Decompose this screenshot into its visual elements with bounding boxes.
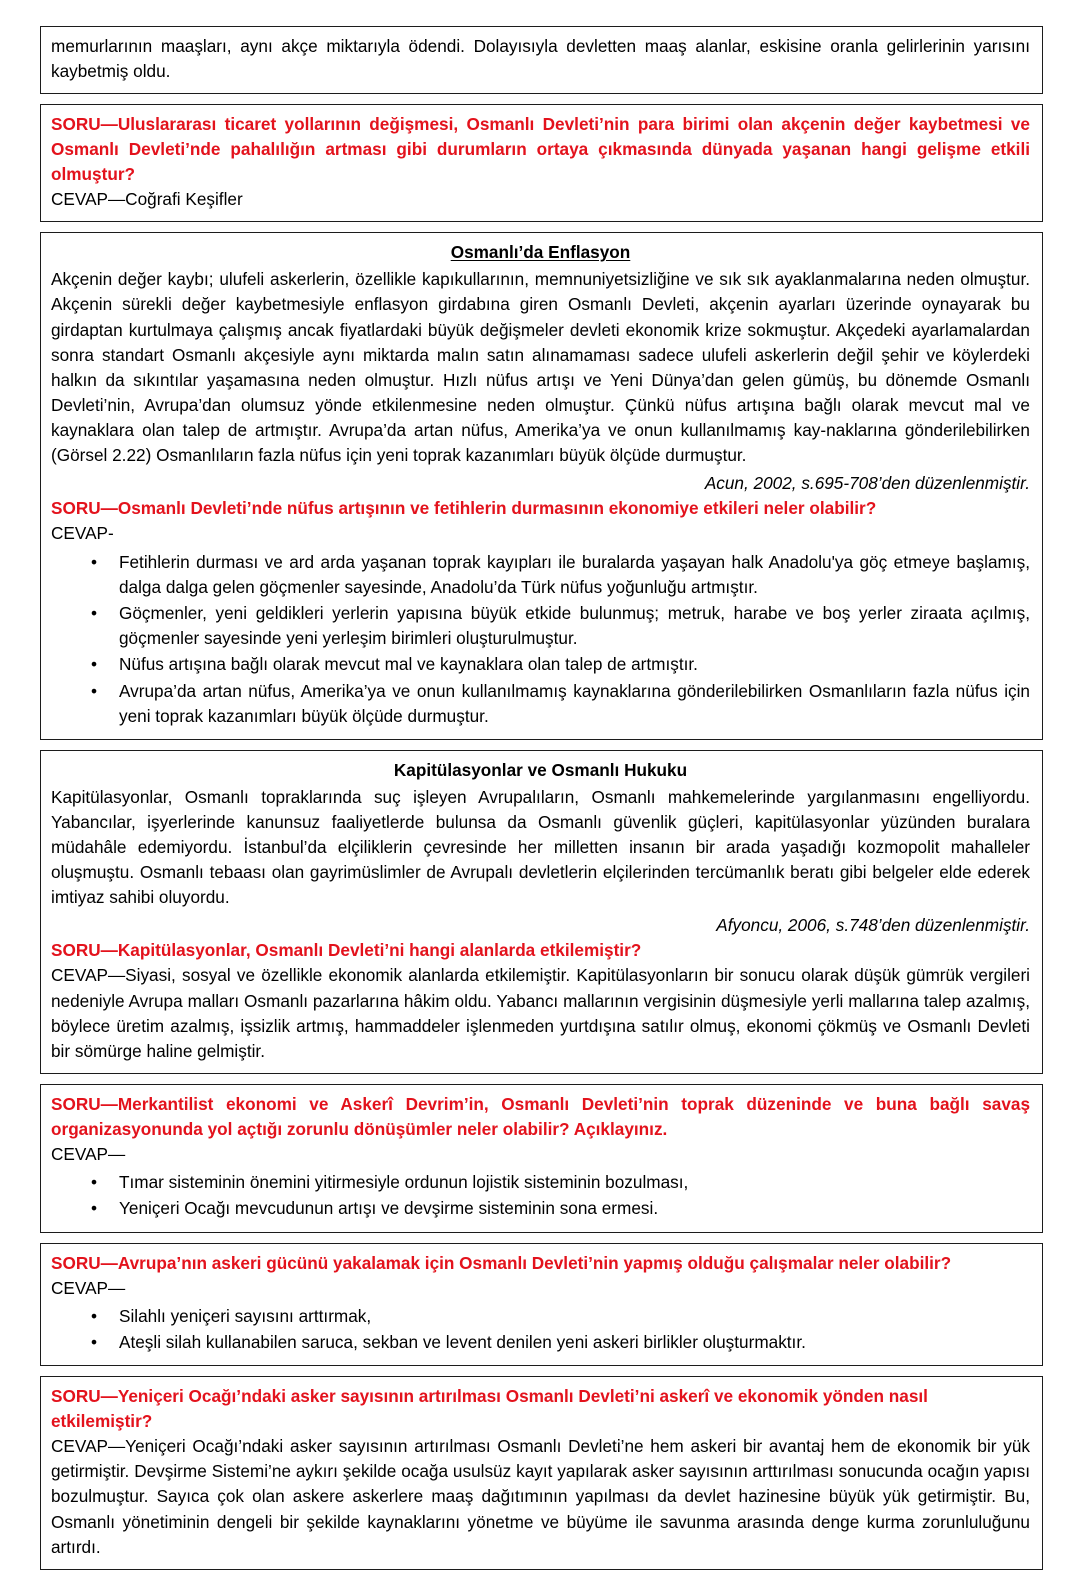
- list-item-text: Göçmenler, yeni geldikleri yerlerin yapısına büyük etkide bulunmuş; metruk, harabe ve boş yerler ziraata açılmış, göçmenler sayesinde yeni yerleşim birimleri oluşturulmuştur.: [119, 602, 1030, 649]
- answer-text: CEVAP—Siyasi, sosyal ve özellikle ekonomik alanlarda etkilemiştir. Kapitülasyonların bir sonucu olarak düşük gümrük vergileri nedeniyle Avrupa malları Osmanlı pazarlarına hâkim oldu. Yabancı mallarının vergisinin düşmesiyle yerli mallarına talep azalmış, böylece üretim azalmış, işsizlik artmış, hammaddeler işlenmeden yurtdışına satılır olmuş, ekonomi çökmüş ve Osmanlı Devleti bir sömürge haline gelmiştir.: [51, 965, 1030, 1061]
- list-item: [51, 1304, 1030, 1329]
- answer-bullet-list: [51, 1304, 1030, 1355]
- list-item-text: Ateşli silah kullanabilen saruca, sekban ve levent denilen yeni askeri birlikler oluşturmaktır.: [119, 1331, 806, 1352]
- section-heading-kapitulasyonlar: Kapitülasyonlar ve Osmanlı Hukuku: [393, 759, 688, 780]
- question-box-cografi-kesifler: [40, 104, 1043, 222]
- question-box-yeniceri-ocagi: [40, 1376, 1043, 1570]
- paragraph-kapitulasyonlar: Kapitülasyonlar, Osmanlı topraklarında suç işleyen Avrupalıların, Osmanlı mahkemelerinde yargılanmasını engelliyordu. Yabancılar, işyerlerinde kanunsuz faaliyetlerde bulunsa da Osmanlı güvenlik güçleri, kapitülasyonlar yüzünden buralara müdahâle edemiyordu. İstanbul’da elçiliklerin çevresinde her milletten insanın bir arada yaşadığı kozmopolit mahalleler oluşmuştu. Osmanlı tebaası olan gayrimüslimler de Avrupalı devletlerin elçilerinden tercümanlık beratı gibi belgeler elde ederek imtiyaz sahibi oluyordu.: [51, 786, 1030, 908]
- list-item-text: Silahlı yeniçeri sayısını arttırmak,: [119, 1305, 372, 1326]
- paragraph-continued: memurlarının maaşları, aynı akçe miktarıyla ödendi. Dolayısıyla devletten maaş alanlar, eskisine oranla gelirlerinin yarısını kaybetmiş oldu.: [51, 36, 1030, 82]
- answer-text: CEVAP—: [51, 1144, 126, 1164]
- citation-afyoncu: Afyoncu, 2006, s.748’den düzenlenmiştir.: [716, 914, 1030, 935]
- content-box-kapitulasyonlar: [40, 750, 1043, 1074]
- answer-text: CEVAP-: [51, 523, 114, 544]
- bullet-icon: •: [91, 1331, 98, 1352]
- text-box-continued-paragraph: [40, 26, 1043, 94]
- question-text: SORU—Merkantilist ekonomi ve Askerî Devrim’in, Osmanlı Devleti’nin toprak düzeninde ve buna bağlı savaş organizasyonunda yol açtığı zorunlu dönüşümler neler olabilir? Açıklayınız.: [51, 1094, 1030, 1140]
- list-item-text: Tımar sisteminin önemini yitirmesiyle ordunun lojistik sisteminin bozulması,: [119, 1172, 689, 1193]
- list-item-text: Nüfus artışına bağlı olarak mevcut mal ve kaynaklara olan talep de artmıştır.: [119, 654, 698, 675]
- question-text: SORU—Osmanlı Devleti’nde nüfus artışının ve fetihlerin durmasının ekonomiye etkileri neler olabilir?: [51, 498, 877, 519]
- question-text: SORU—Kapitülasyonlar, Osmanlı Devleti’ni hangi alanlarda etkilemiştir?: [51, 940, 642, 961]
- list-item: [51, 1170, 1030, 1195]
- answer-bullet-list: [51, 550, 1030, 729]
- paragraph-enflasyon: Akçenin değer kaybı; ulufeli askerlerin, özellikle kapıkullarının, memnuniyetsizliğine ve sık sık ayaklanmalarına neden olmuştur. Akçenin sürekli değer kaybetmesiyle enflasyon girdabına giren Osmanlı Devleti, akçenin ayarları üzerinde oynayarak bu girdaptan kurtulmaya çalışmış ancak fiyatlardaki büyük değişmeler devleti ekonomik krize sokmuştur. Akçedeki ayarlamalardan sonra standart Osmanlı akçesiyle aynı miktarda malın satın alınamaması sadece ulufeli askerlerin değil şehir ve köylerdeki halkın da sıkıntılar yaşamasına neden olmuştur. Hızlı nüfus artışı ve Yeni Dünya’dan gelen gümüş, bu dönemde Osmanlı Devleti’nin, Avrupa’dan olumsuz yönde etkilenmesine neden olmuştur. Çünkü nüfus artışına bağlı olarak mevcut mal ve kaynaklara olan talep de artmıştır. Avrupa’da artan nüfus, Amerika’ya ve onun kullanılmamış kay-naklarına gönderilebilirken (Görsel 2.22) Osmanlıların fazla nüfus için yeni toprak kazanımları büyük ölçüde durmuştur.: [51, 269, 1030, 466]
- question-text: SORU—Avrupa’nın askeri gücünü yakalamak için Osmanlı Devleti’nin yapmış olduğu çalışmalar neler olabilir?: [51, 1252, 952, 1273]
- bullet-icon: •: [91, 1305, 98, 1326]
- bullet-icon: •: [91, 1198, 98, 1219]
- question-box-merkantilist-ekonomi: [40, 1084, 1043, 1232]
- list-item: [51, 679, 1030, 729]
- list-item: [51, 652, 1030, 677]
- bullet-icon: •: [91, 654, 98, 675]
- answer-text: CEVAP—Coğrafi Keşifler: [51, 189, 243, 210]
- list-item: [51, 1196, 1030, 1221]
- answer-bullet-list: [51, 1170, 1030, 1221]
- list-item-text: Fetihlerin durması ve ard arda yaşanan toprak kayıpları ile buralarda yaşayan halk Anadolu'ya göç etmeye başlamış, dalga dalga gelen göçmenler sayesinde, Anadolu’da Türk nüfus yoğunluğu artmıştır.: [119, 551, 1030, 597]
- bullet-icon: •: [91, 551, 98, 572]
- list-item: [51, 601, 1030, 651]
- list-item: [51, 550, 1030, 600]
- list-item-text: Yeniçeri Ocağı mevcudunun artışı ve devşirme sisteminin sona ermesi.: [119, 1198, 659, 1219]
- question-text: SORU—Uluslararası ticaret yollarının değişmesi, Osmanlı Devleti’nin para birimi olan akçenin değer kaybetmesi ve Osmanlı Devleti’nde pahalılığın artması gibi durumların ortaya çıkmasında dünyada yaşanan hangi gelişme etkili olmuştur?: [51, 114, 1030, 185]
- bullet-icon: •: [91, 602, 98, 623]
- section-heading-enflasyon: Osmanlı’da Enflasyon: [450, 242, 631, 263]
- list-item: [51, 1330, 1030, 1355]
- answer-text: CEVAP—: [51, 1277, 126, 1298]
- bullet-icon: •: [91, 1172, 98, 1193]
- citation-acun: Acun, 2002, s.695-708’den düzenlenmiştir.: [704, 472, 1030, 493]
- content-box-osmanlida-enflasyon: [40, 232, 1043, 740]
- list-item-text: Avrupa’da artan nüfus, Amerika’ya ve onun kullanılmamış kaynaklarına gönderilebilirken Osmanlıların fazla nüfus için yeni toprak kazanımları büyük ölçüde durmuştur.: [119, 680, 1030, 726]
- question-text: SORU—Yeniçeri Ocağı’ndaki asker sayısının artırılması Osmanlı Devleti’ni askerî ve ekonomik yönden nasıl etkilemiştir?: [51, 1386, 928, 1431]
- bullet-icon: •: [91, 680, 98, 701]
- question-box-avrupa-askeri-gucu: [40, 1243, 1043, 1367]
- answer-text: CEVAP—Yeniçeri Ocağı’ndaki asker sayısının artırılması Osmanlı Devleti’ne hem askeri bir avantaj hem de ekonomik bir yük getirmiştir. Devşirme Sistemi’ne aykırı şekilde ocağa usulsüz kayıt yapılarak asker sayısının arttırılması sonucunda ocağın yapısı bozulmuştur. Sayıca çok olan askere askerlere maaş dağıtımının yapılması da devlet hazinesine büyük yük getirmiştir. Bu, Osmanlı yönetiminin dengeli bir şekilde kaynaklarını yönetme ve büyüme ile savunma arasında denge kurma zorunluluğunu artırdı.: [51, 1435, 1030, 1557]
